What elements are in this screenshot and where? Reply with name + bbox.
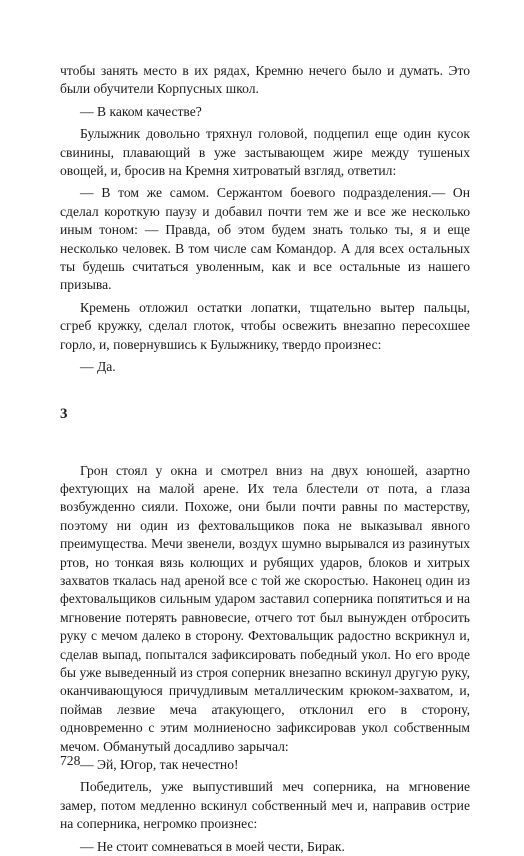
paragraph-narration: Кремень отложил остатки лопатки, тщательно вытер пальцы, сгреб кружку, сделал глоток, чтобы освежить внезапно пересохшее горло, и, повернувшись к Булыжнику, твердо произнес: bbox=[60, 299, 470, 352]
book-page-text bbox=[60, 62, 470, 856]
paragraph-narration: Булыжник довольно тряхнул головой, подцепил еще один кусок свинины, плавающий в уже застывающем жире между тушеных овощей, и, бросив на Кремня хитроватый взгляд, ответил: bbox=[60, 126, 470, 179]
paragraph-narration: Победитель, уже выпустивший меч соперника, на мгновение замер, потом медленно вскинул собственный меч и, направив острие на соперника, негромко произнес: bbox=[60, 779, 470, 832]
chapter-number: 3 bbox=[60, 405, 68, 422]
paragraph-dialogue-answer: — В том же самом. Сержантом боевого подразделения.— Он сделал короткую паузу и добавил почти тем же и все же несколько иным тоном: — Правда, об этом будем знать только ты, я и еще несколько человек. В том числе сам Командор. А для всех остальных ты будешь считаться уволенным, как и все остальные из нашего призыва. bbox=[60, 185, 470, 293]
paragraph-dialogue-question: — В каком качестве? bbox=[80, 103, 202, 119]
paragraph-dialogue: — Не стоит сомневаться в моей чести, Бирак. bbox=[80, 838, 345, 854]
paragraph-dialogue-yes: — Да. bbox=[80, 359, 116, 375]
paragraph-narration: Грон стоял у окна и смотрел вниз на двух юношей, азартно фехтующих на малой арене. Их тела блестели от пота, а глаза возбужденно сияли. Похоже, они были почти равны по мастерству, поэтому ни один из фехтовальщиков пока не выказывал явного преимущества. Мечи звенели, воздух шумно вырывался из разинутых ртов, но тонкая вязь колющих и рубящих ударов, блоков и хитрых захватов ткалась над ареной все с той же скоростью. Наконец один из фехтовальщиков сильным ударом заставил соперника попятиться и на мгновение потерять равновесие, отчего тот был вынужден отбросить руку с мечом далеко в сторону. Фехтовальщик радостно вскрикнул и, сделав выпад, попытался зафиксировать победный укол. Но его вроде бы уже выведенный из строя соперник внезапно вскинул другую руку, оканчивающуюся причудливым металлическим крюком-захватом, и, поймав лезвие меча атакующего, отклонил его в сторону, одновременно с этим молниеносно зафиксировав укол собственным мечом. Обманутый досадливо зарычал: bbox=[60, 462, 470, 754]
paragraph-continuation: чтобы занять место в их рядах, Кремню нечего было и думать. Это были обучители Корпусных школ. bbox=[60, 63, 470, 97]
paragraph-dialogue: — Эй, Югор, так нечестно! bbox=[80, 757, 239, 772]
page-number: 728 bbox=[60, 753, 81, 768]
